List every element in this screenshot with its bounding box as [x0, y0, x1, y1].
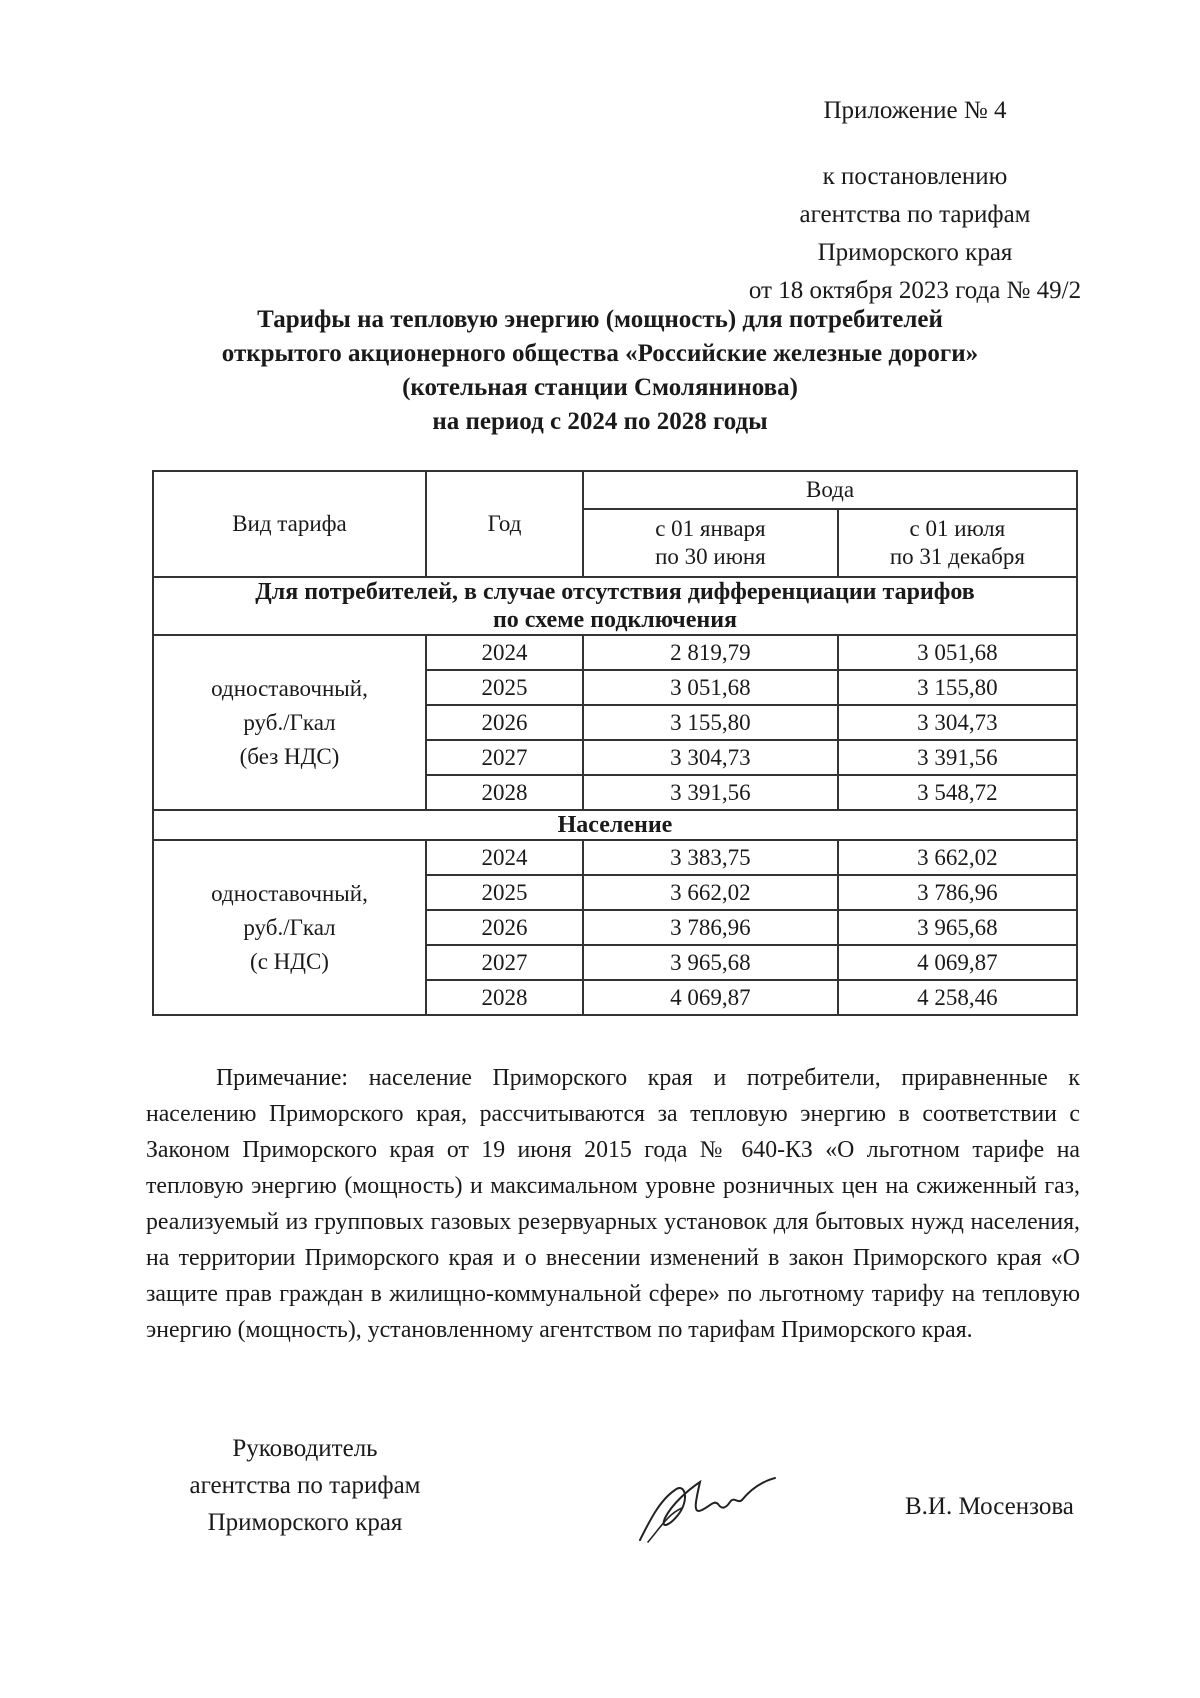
value-cell-period-2: 3 548,72 — [838, 775, 1077, 810]
appendix-number: Приложение № 4 — [823, 97, 1007, 124]
table-row — [153, 840, 1077, 875]
value-cell-period-1: 3 383,75 — [583, 840, 838, 875]
year-cell: 2026 — [426, 910, 583, 945]
appendix-block — [700, 92, 1130, 310]
tariff-type-cell — [153, 840, 426, 1015]
tariff-type-line: руб./Гкал — [243, 709, 336, 735]
tariff-type-line: руб./Гкал — [243, 914, 336, 940]
section-heading: Население — [153, 810, 1077, 840]
tariff-type-line: одноставочный, — [211, 675, 368, 701]
title-line: открытого акционерного общества «Российские железные дороги» — [221, 340, 979, 367]
document-title — [140, 303, 1060, 439]
value-cell-period-2: 3 786,96 — [838, 875, 1077, 910]
signatory-position-line: Приморского края — [207, 1509, 403, 1536]
value-cell-period-2: 3 662,02 — [838, 840, 1077, 875]
value-cell-period-1: 2 819,79 — [583, 635, 838, 670]
header-period-1-from: с 01 января — [655, 516, 766, 541]
year-cell: 2027 — [426, 740, 583, 775]
appendix-gap — [700, 130, 1130, 158]
appendix-ref-line: Приморского края — [817, 239, 1013, 266]
value-cell-period-1: 4 069,87 — [583, 980, 838, 1015]
value-cell-period-2: 4 258,46 — [838, 980, 1077, 1015]
value-cell-period-2: 3 304,73 — [838, 705, 1077, 740]
year-cell: 2024 — [426, 840, 583, 875]
value-cell-period-2: 4 069,87 — [838, 945, 1077, 980]
value-cell-period-2: 3 391,56 — [838, 740, 1077, 775]
year-cell: 2028 — [426, 775, 583, 810]
value-cell-period-1: 3 965,68 — [583, 945, 838, 980]
tariff-table — [152, 470, 1078, 1016]
tariff-type-line: (с НДС) — [250, 948, 329, 974]
title-line: (котельная станции Смолянинова) — [402, 374, 798, 401]
year-cell: 2027 — [426, 945, 583, 980]
table-header-row — [153, 471, 1077, 509]
value-cell-period-1: 3 051,68 — [583, 670, 838, 705]
title-line: на период с 2024 по 2028 годы — [432, 408, 768, 435]
section-heading — [153, 577, 1077, 635]
appendix-ref-line: к постановлению — [822, 163, 1008, 190]
value-cell-period-1: 3 786,96 — [583, 910, 838, 945]
year-cell: 2025 — [426, 670, 583, 705]
note-paragraph: Примечание: население Приморского края и потребители, приравненные к населению Приморского края, рассчитываются за тепловую энергию в соответствии с Законом Приморского края от 19 июня 2015 года № 640-КЗ «О льготном тарифе на тепловую энергию (мощность) и максимальном уровне розничных цен на сжиженный газ, реализуемый из групповых газовых резервуарных установок для бытовых нужд населения, на территории Приморского края и о внесении изменений в закон Приморского края «О защите прав граждан в жилищно-коммунальной сфере» по льготному тарифу на тепловую энергию (мощность), установленному агентством по тарифам Приморского края. — [146, 1065, 1080, 1343]
section-heading-row — [153, 577, 1077, 635]
header-period-1-to: по 30 июня — [655, 544, 766, 569]
value-cell-period-1: 3 304,73 — [583, 740, 838, 775]
tariff-type-cell — [153, 635, 426, 810]
year-cell: 2024 — [426, 635, 583, 670]
header-tariff-type: Вид тарифа — [153, 471, 426, 577]
value-cell-period-1: 3 391,56 — [583, 775, 838, 810]
year-cell: 2025 — [426, 875, 583, 910]
signatory-position-line: Руководитель — [232, 1435, 378, 1462]
header-period-1 — [583, 509, 838, 577]
handwritten-signature — [630, 1460, 780, 1550]
tariff-type-line: (без НДС) — [239, 743, 340, 769]
section-heading-line: Для потребителей, в случае отсутствия дифференциации тарифов — [255, 579, 975, 605]
header-year: Год — [426, 471, 583, 577]
signatory-position-line: агентства по тарифам — [189, 1472, 421, 1499]
value-cell-period-2: 3 965,68 — [838, 910, 1077, 945]
header-period-2 — [838, 509, 1077, 577]
appendix-date: от 18 октября 2023 года № 49/2 — [748, 277, 1082, 304]
title-line: Тарифы на тепловую энергию (мощность) для потребителей — [257, 306, 943, 333]
value-cell-period-2: 3 051,68 — [838, 635, 1077, 670]
header-period-2-from: с 01 июля — [909, 516, 1006, 541]
header-water: Вода — [583, 471, 1077, 509]
value-cell-period-1: 3 662,02 — [583, 875, 838, 910]
value-cell-period-1: 3 155,80 — [583, 705, 838, 740]
table-row — [153, 635, 1077, 670]
year-cell: 2028 — [426, 980, 583, 1015]
signatory-name: В.И. Мосензова — [905, 1493, 1074, 1520]
section-heading-line: по схеме подключения — [492, 607, 738, 633]
section-heading-row — [153, 810, 1077, 840]
year-cell: 2026 — [426, 705, 583, 740]
header-period-2-to: по 31 декабря — [889, 544, 1025, 569]
value-cell-period-2: 3 155,80 — [838, 670, 1077, 705]
signatory-position — [140, 1430, 470, 1541]
tariff-type-line: одноставочный, — [211, 880, 368, 906]
appendix-ref-line: агентства по тарифам — [799, 201, 1031, 228]
